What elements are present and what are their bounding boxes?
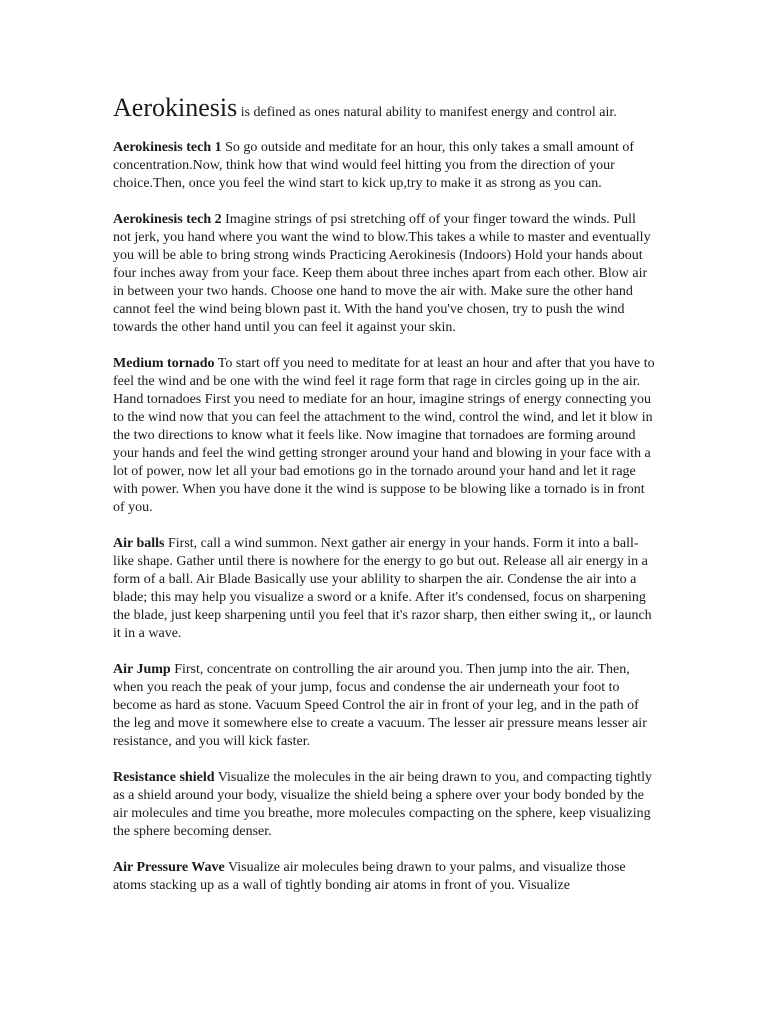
section-medium-tornado: [113, 355, 655, 517]
section-body: To start off you need to meditate for at least an hour and after that you have to feel the wind and be one with the wind feel it rage form that rage in circles going up in the air. Hand tornadoes First you need to mediate for an hour, imagine strings of energy connecting you to the wind now that you can feel the attachment to the wind, control the wind, and let it blow in the two directions to know what it feels like. Now imagine that tornadoes are forming around your hands and feel the wind getting stronger around your hand and blowing in your face with a lot of power, now let all your bad emotions go in the tornado around your hand and let it rage with power. When you have done it the wind is suppose to be blowing like a tornado is in front of you.: [113, 356, 655, 515]
section-heading: Air Jump: [113, 662, 171, 677]
section-heading: Aerokinesis tech 2: [113, 212, 222, 227]
intro-paragraph: [113, 93, 655, 123]
section-heading: Air balls: [113, 536, 165, 551]
section-body: First, concentrate on controlling the air around you. Then jump into the air. Then, when you reach the peak of your jump, focus and condense the air underneath your foot to become as hard as stone. Vacuum Speed Control the air in front of your leg, and in the path of the leg and move it somewhere else to create a vacuum. The lesser air pressure means lesser air resistance, and you will kick faster.: [113, 662, 647, 749]
section-air-pressure-wave: [113, 859, 655, 895]
section-tech-1: [113, 139, 655, 193]
section-tech-2: [113, 211, 655, 337]
intro-text: is defined as ones natural ability to manifest energy and control air.: [237, 105, 617, 120]
section-resistance-shield: [113, 769, 655, 841]
document-title: Aerokinesis: [113, 93, 238, 122]
section-heading: Air Pressure Wave: [113, 860, 225, 875]
section-body: First, call a wind summon. Next gather air energy in your hands. Form it into a ball-like shape. Gather until there is nowhere for the energy to go but out. Release all air energy in a form of a ball. Air Blade Basically use your ablility to sharpen the air. Condense the air into a blade; this may help you visualize a sword or a knife. After it's condensed, focus on sharpening the blade, just keep sharpening until you feel that it's razor sharp, then either swing it,, or launch it in a wave.: [113, 536, 652, 641]
section-body: Imagine strings of psi stretching off of your finger toward the winds. Pull not jerk, you hand where you want the wind to blow.This takes a while to master and eventually you will be able to bring strong winds Practicing Aerokinesis (Indoors) Hold your hands about four inches away from your face. Keep them about three inches apart from each other. Blow air in between your two hands. Choose one hand to move the air with. Make sure the other hand cannot feel the wind being blown past it. With the hand you've chosen, try to push the wind towards the other hand until you can feel it against your skin.: [113, 212, 651, 335]
section-heading: Medium tornado: [113, 356, 215, 371]
section-body: Visualize air molecules being drawn to your palms, and visualize those atoms stacking up as a wall of tightly bonding air atoms in front of you. Visualize: [113, 860, 626, 893]
document-page: [113, 93, 655, 913]
section-heading: Resistance shield: [113, 770, 215, 785]
section-air-balls: [113, 535, 655, 643]
section-body: So go outside and meditate for an hour, this only takes a small amount of concentration.Now, think how that wind would feel hitting you from the direction of your choice.Then, once you feel the wind start to kick up,try to make it as strong as you can.: [113, 140, 634, 191]
section-body: Visualize the molecules in the air being drawn to you, and compacting tightly as a shield around your body, visualize the shield being a sphere over your body bonded by the air molecules and time you breathe, more molecules compacting on the sphere, keep visualizing the sphere becoming denser.: [113, 770, 652, 839]
section-heading: Aerokinesis tech 1: [113, 140, 222, 155]
section-air-jump: [113, 661, 655, 751]
